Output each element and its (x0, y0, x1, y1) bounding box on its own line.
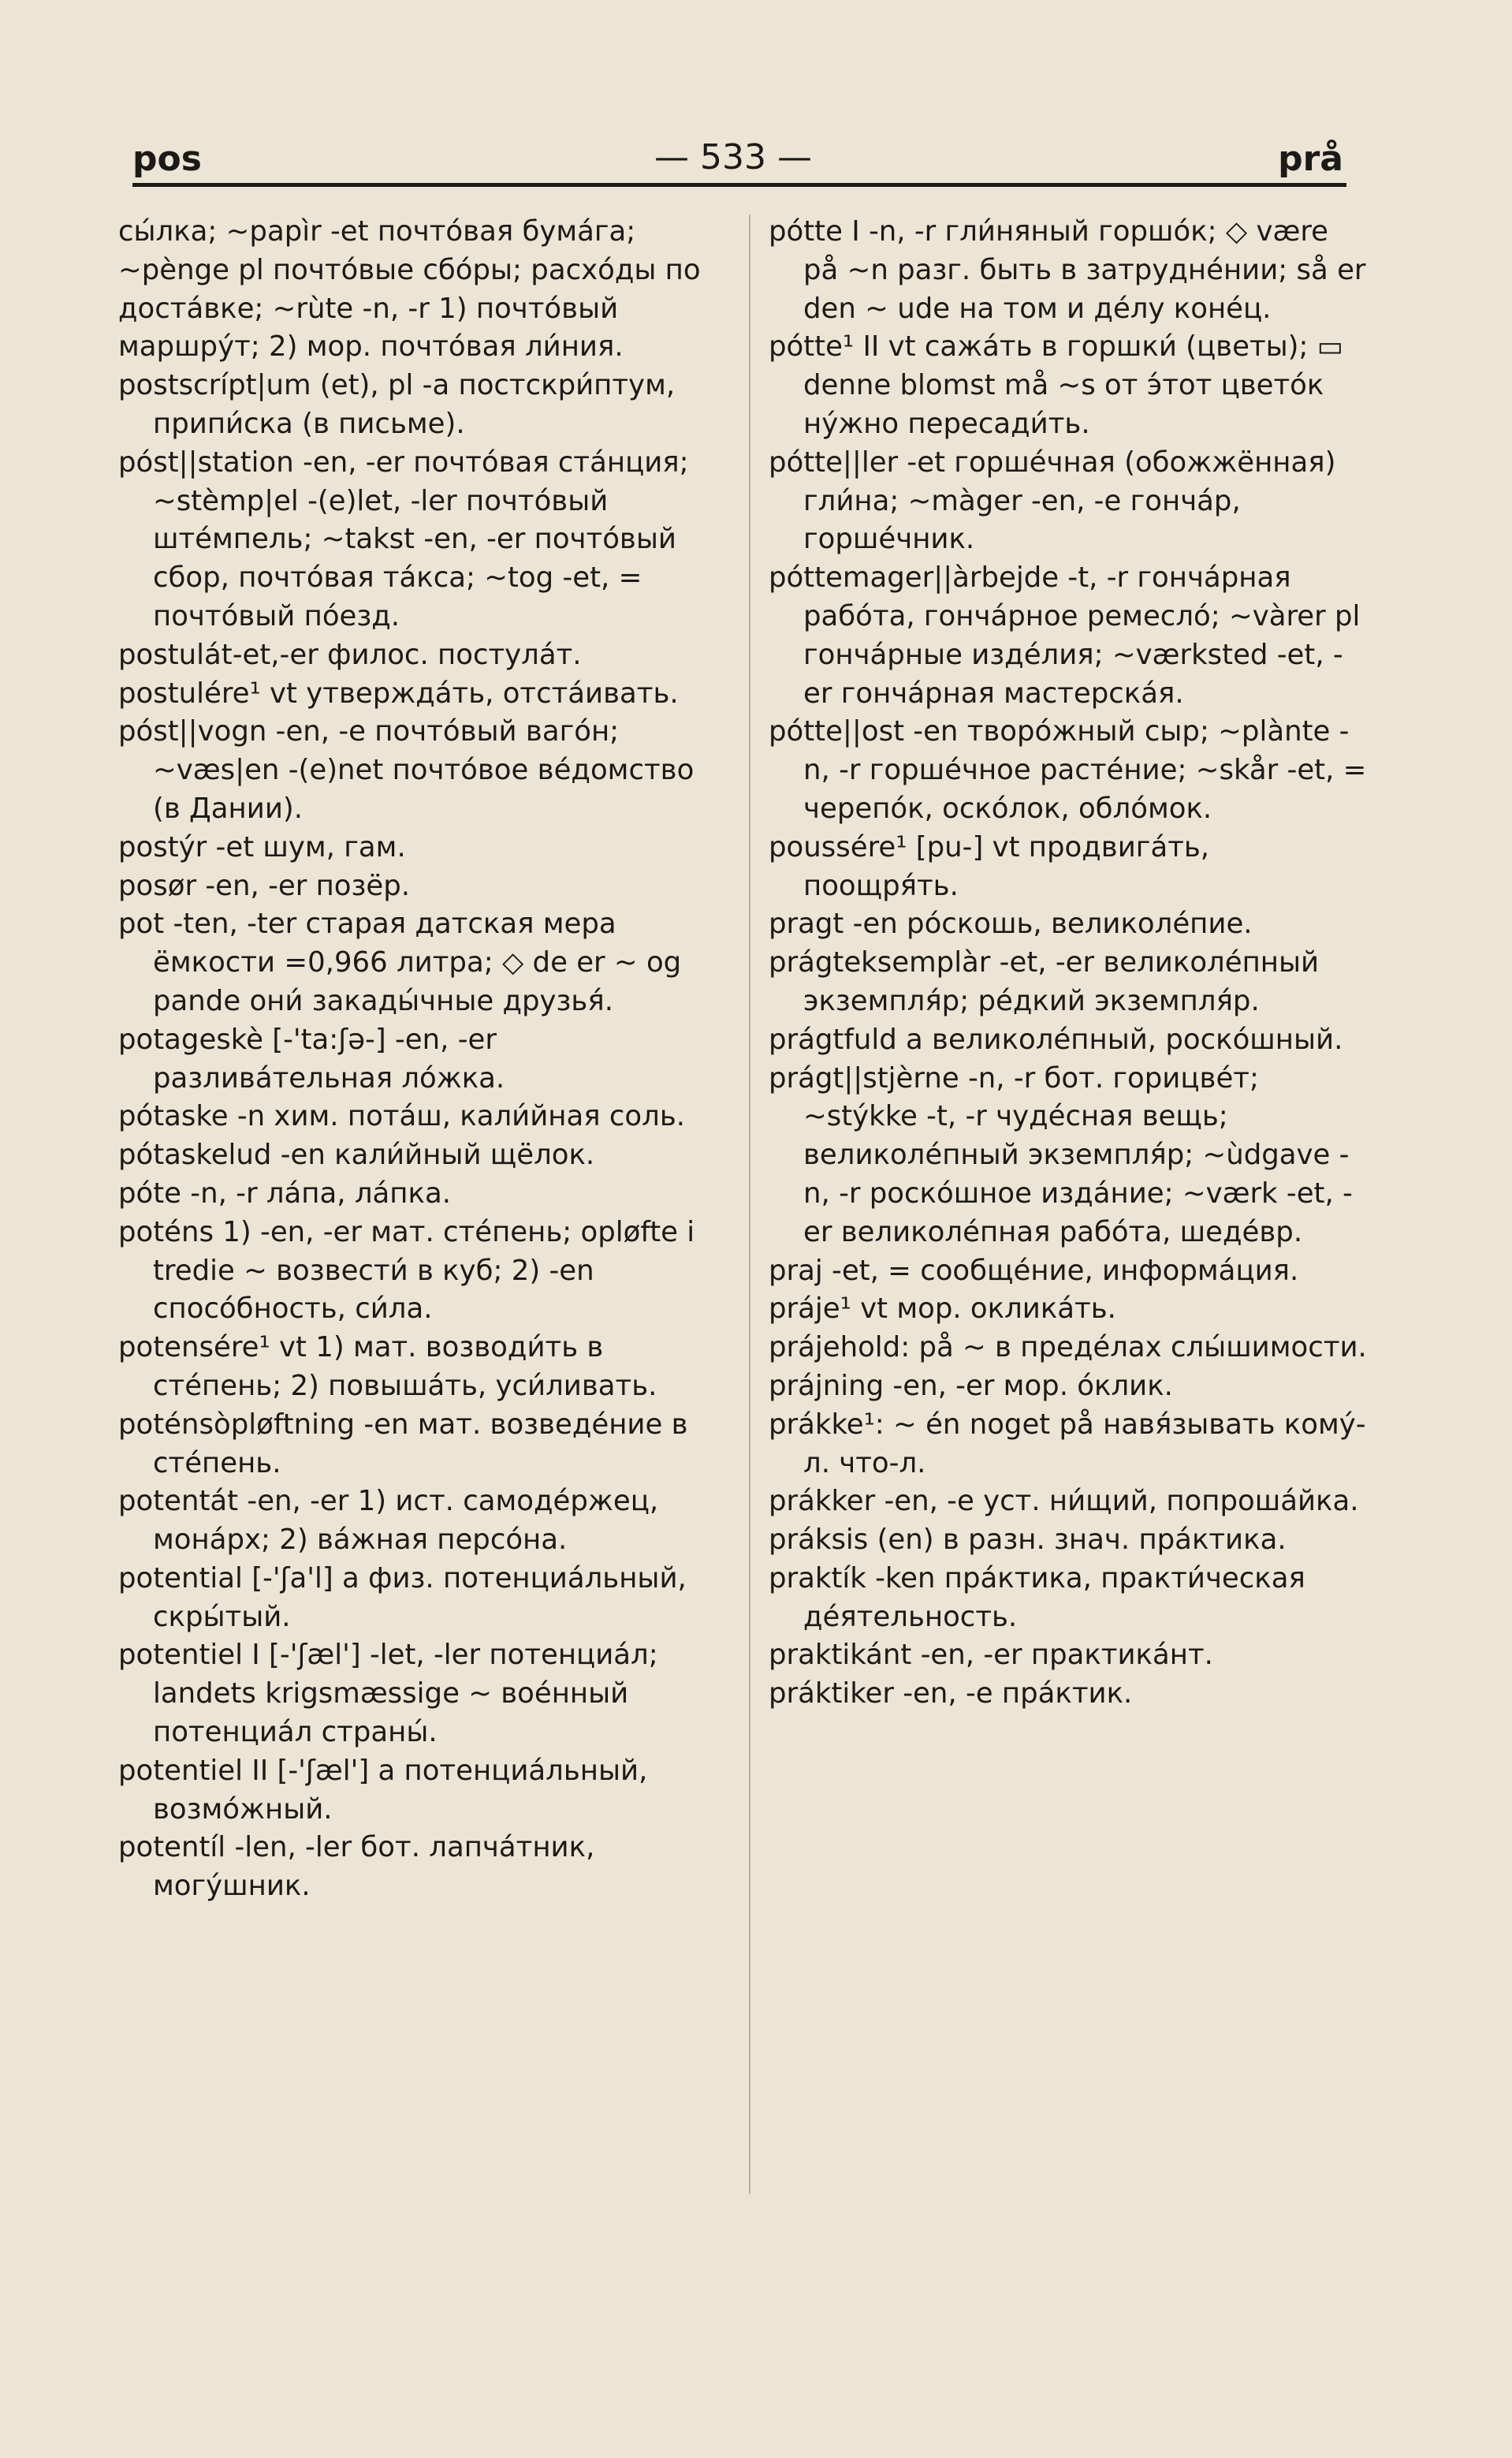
dictionary-entry: prágteksemplàr -et, -er великоле́пный экземпля́р; ре́дкий экземпля́р. (769, 946, 1320, 1017)
dictionary-entry: pótaske -n хим. пота́ш, кали́йная соль. (118, 1100, 686, 1133)
dictionary-entry: potentíl -len, -ler бот. лапча́тник, могу́шник. (118, 1831, 595, 1903)
left-column (118, 213, 717, 1906)
right-column (769, 213, 1368, 1714)
dictionary-entry: сы́лка; ~papìr -et почто́вая бума́га; ~pènge pl почто́вые сбо́ры; расхо́ды по доста́вке; ~rùte -n, -r 1) почто́вый маршру́т; 2) мор. почто́вая ли́ния. (118, 215, 701, 364)
dictionary-entry: potensére¹ vt 1) мат. возводи́ть в сте́пень; 2) повыша́ть, уси́ливать. (118, 1331, 657, 1402)
dictionary-entry: praj -et, = сообще́ние, информа́ция. (769, 1254, 1299, 1287)
dictionary-entry: postscrípt|um (et), pl -a постскри́птум, припи́ска (в письме). (118, 369, 676, 440)
dictionary-entry: pótte I -n, -r гли́няный горшо́к; ◇ være på ~n разг. быть в затрудне́нии; så er den ~ ude на том и де́лу коне́ц. (769, 215, 1366, 325)
dictionary-entry: praktík -ken пра́ктика, практи́ческая де́ятельность. (769, 1561, 1305, 1633)
dictionary-entry: pótte||ler -et горше́чная (обожжённая) гли́на; ~màger -en, -e гонча́р, горше́чник. (769, 446, 1336, 556)
dictionary-entry: pragt -en ро́скошь, великоле́пие. (769, 908, 1253, 941)
dictionary-entry: pot -ten, -ter старая датская мера ёмкости =0,966 литра; ◇ de er ~ og pande они́ закады́чные друзья́. (118, 908, 682, 1017)
dictionary-entry: potentát -en, -er 1) ист. самоде́ржец, мона́рх; 2) ва́жная персо́на. (118, 1485, 659, 1557)
dictionary-entry: prákke¹: ~ én noget på навя́зывать кому́-л. что-л. (769, 1408, 1366, 1479)
dictionary-entry: práje¹ vt мор. оклика́ть. (769, 1292, 1116, 1326)
dictionary-entry: práksis (en) в разн. знач. пра́ктика. (769, 1524, 1287, 1557)
dictionary-entry: posør -en, -er позёр. (118, 869, 411, 902)
page-number: — 533 — (654, 137, 812, 177)
dictionary-entry: prájning -en, -er мор. о́клик. (769, 1369, 1173, 1402)
dictionary-entry: prágtfuld a великоле́пный, роско́шный. (769, 1023, 1343, 1056)
dictionary-entry: prágt||stjèrne -n, -r бот. горицве́т; ~stýkke -t, -r чуде́сная вещь; великоле́пный экземпля́р; ~ùdgave -n, -r роско́шное изда́ние; ~værk -et, -er великоле́пная рабо́та, шеде́вр. (769, 1061, 1353, 1248)
header-rule (132, 183, 1346, 187)
dictionary-entry: prákker -en, -e уст. ни́щий, попроша́йка. (769, 1485, 1359, 1518)
dictionary-entry: potentiel I [-'ʃæl'] -let, -ler потенциа́л; landets krigsmæssige ~ вое́нный потенциа́л страны́. (118, 1639, 658, 1749)
dictionary-entry: postýr -et шум, гам. (118, 830, 406, 863)
dictionary-entry: poténsòpløftning -en мат. возведе́ние в сте́пень. (118, 1408, 688, 1479)
guide-word-left: pos (132, 139, 202, 179)
dictionary-entry: póst||station -en, -er почто́вая ста́нция; ~stèmp|el -(e)let, -ler почто́вый ште́мпель; ~takst -en, -er почто́вый сбор, почто́вая та́кса; ~tog -et, = почто́вый по́езд. (118, 446, 689, 632)
dictionary-entry: potential [-'ʃa'l] a физ. потенциа́льный, скры́тый. (118, 1561, 687, 1633)
dictionary-entry: póttemager||àrbejde -t, -r гонча́рная рабо́та, гонча́рное ремесло́; ~vàrer pl гонча́рные изде́лия; ~værksted -et, -er гонча́рная мастерска́я. (769, 561, 1361, 710)
dictionary-entry: praktikánt -en, -er практика́нт. (769, 1639, 1213, 1672)
dictionary-entry: poténs 1) -en, -er мат. сте́пень; opløfte i tredie ~ возвести́ в куб; 2) -en спосо́бность, си́ла. (118, 1215, 695, 1326)
dictionary-entry: postulát-et,-er филос. постула́т. (118, 638, 582, 671)
dictionary-entry: poussére¹ [pu-] vt продвига́ть, поощря́ть. (769, 830, 1210, 902)
guide-word-right: prå (1278, 139, 1343, 179)
dictionary-entry: potageskè [-'ta:ʃə-] -en, -er разлива́тельная ло́жка. (118, 1023, 505, 1095)
column-divider (749, 214, 750, 2194)
dictionary-entry: potentiel II [-'ʃæl'] a потенциа́льный, возмо́жный. (118, 1754, 648, 1826)
dictionary-entry: prájehold: på ~ в преде́лах слы́шимости. (769, 1331, 1367, 1364)
dictionary-entry: póte -n, -r ла́па, ла́пка. (118, 1177, 451, 1210)
dictionary-entry: póst||vogn -en, -e почто́вый ваго́н; ~væs|en -(e)net почто́вое ве́домство (в Дании). (118, 715, 695, 825)
dictionary-entry: postulére¹ vt утвержда́ть, отста́ивать. (118, 677, 679, 710)
dictionary-entry: pótte¹ II vt сажа́ть в горшки́ (цветы); ▭ denne blomst må ~s от э́тот цвето́к ну́жно пересади́ть. (769, 330, 1344, 440)
dictionary-entry: práktiker -en, -e пра́ктик. (769, 1677, 1133, 1710)
dictionary-entry: pótaskelud -en кали́йный щёлок. (118, 1139, 595, 1172)
dictionary-entry: pótte||ost -en творо́жный сыр; ~plànte -n, -r горше́чное расте́ние; ~skår -et, = черепо́к, оско́лок, обло́мок. (769, 715, 1367, 825)
